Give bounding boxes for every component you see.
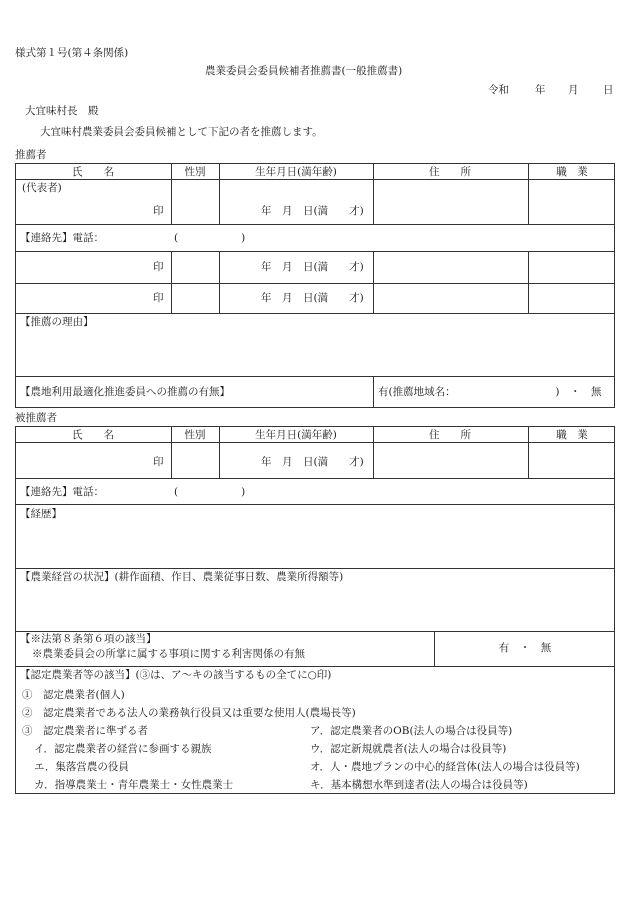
promotion-value: 有(推薦地域名： ) ・ 無 <box>378 386 602 398</box>
recommendee-table <box>15 426 615 794</box>
recommendee-section-label: 被推薦者 <box>15 412 57 424</box>
header-birth: 生年月日(満年齢) <box>255 166 337 178</box>
seal-mark: 印 <box>153 456 164 468</box>
date-year: 年 <box>535 84 546 96</box>
header-sex: 性別 <box>184 429 206 441</box>
form-number: 様式第１号(第４条関係) <box>15 47 129 59</box>
recommender-table <box>15 163 615 408</box>
article-value: 有 ・ 無 <box>498 642 552 654</box>
header-address: 住 所 <box>429 166 471 178</box>
certified-sub-i: イ．認定農業者の経営に参画する親族 <box>34 743 212 755</box>
document-title: 農業委員会委員候補者推薦書(一般推薦書) <box>205 65 403 77</box>
seal-mark: 印 <box>153 205 164 217</box>
header-address: 住 所 <box>429 429 471 441</box>
date-day: 日 <box>603 84 614 96</box>
contact-paren: ( ) <box>174 486 246 498</box>
header-job: 職 業 <box>556 166 588 178</box>
certified-item-1: ① 認定農業者(個人) <box>22 689 125 701</box>
date-era: 令和 <box>488 84 509 96</box>
reason-label: 【推薦の理由】 <box>20 316 94 328</box>
header-name: 氏 名 <box>72 166 114 178</box>
certified-sub-e: エ．集落営農の役員 <box>34 761 129 773</box>
article-line1: 【※法第８条第６項の該当】 <box>20 633 157 645</box>
farming-label: 【農業経営の状況】(耕作面積、作目、農業従事日数、農業所得額等) <box>20 571 344 583</box>
intro-text: 大宜味村農業委員会委員候補として下記の者を推薦します。 <box>40 126 323 138</box>
contact-paren: ( ) <box>174 232 246 244</box>
certified-sub-o: オ．人・農地プランの中心的経営体(法人の場合は役員等) <box>310 761 580 773</box>
promotion-label: 【農地利用最適化推進委員への推薦の有無】 <box>20 386 230 398</box>
representative-label: (代表者) <box>22 182 62 194</box>
header-sex: 性別 <box>184 166 206 178</box>
certified-sub-ka: カ．指導農業士・青年農業士・女性農業士 <box>34 779 234 791</box>
birth-placeholder: 年 月 日(満 才) <box>261 456 364 468</box>
addressee: 大宜味村長 殿 <box>25 105 99 117</box>
header-birth: 生年月日(満年齢) <box>255 429 337 441</box>
contact-label: 【連絡先】電話： <box>20 486 104 498</box>
date-month: 月 <box>568 84 579 96</box>
seal-mark: 印 <box>153 261 164 273</box>
birth-placeholder: 年 月 日(満 才) <box>261 292 364 304</box>
certified-item-3: ③ 認定農業者に準ずる者 <box>22 725 148 737</box>
certified-sub-u: ウ．認定新規就農者(法人の場合は役員等) <box>310 743 507 755</box>
certified-sub-a: ア．認定農業者のOB(法人の場合は役員等) <box>310 725 513 737</box>
contact-label: 【連絡先】電話： <box>20 232 104 244</box>
certified-heading: 【認定農業者等の該当】(③は、ア～キの該当するもの全てに○印) <box>20 669 332 681</box>
recommender-section-label: 推薦者 <box>15 149 47 161</box>
birth-placeholder: 年 月 日(満 才) <box>261 261 364 273</box>
certified-sub-ki: キ．基本構想水準到達者(法人の場合は役員等) <box>310 779 528 791</box>
header-job: 職 業 <box>556 429 588 441</box>
header-name: 氏 名 <box>72 429 114 441</box>
certified-item-2: ② 認定農業者である法人の業務執行役員又は重要な使用人(農場長等) <box>22 707 356 719</box>
career-label: 【経歴】 <box>20 508 62 520</box>
birth-placeholder: 年 月 日(満 才) <box>261 205 364 217</box>
seal-mark: 印 <box>153 292 164 304</box>
article-line2: ※農業委員会の所掌に属する事項に関する利害関係の有無 <box>32 648 305 660</box>
